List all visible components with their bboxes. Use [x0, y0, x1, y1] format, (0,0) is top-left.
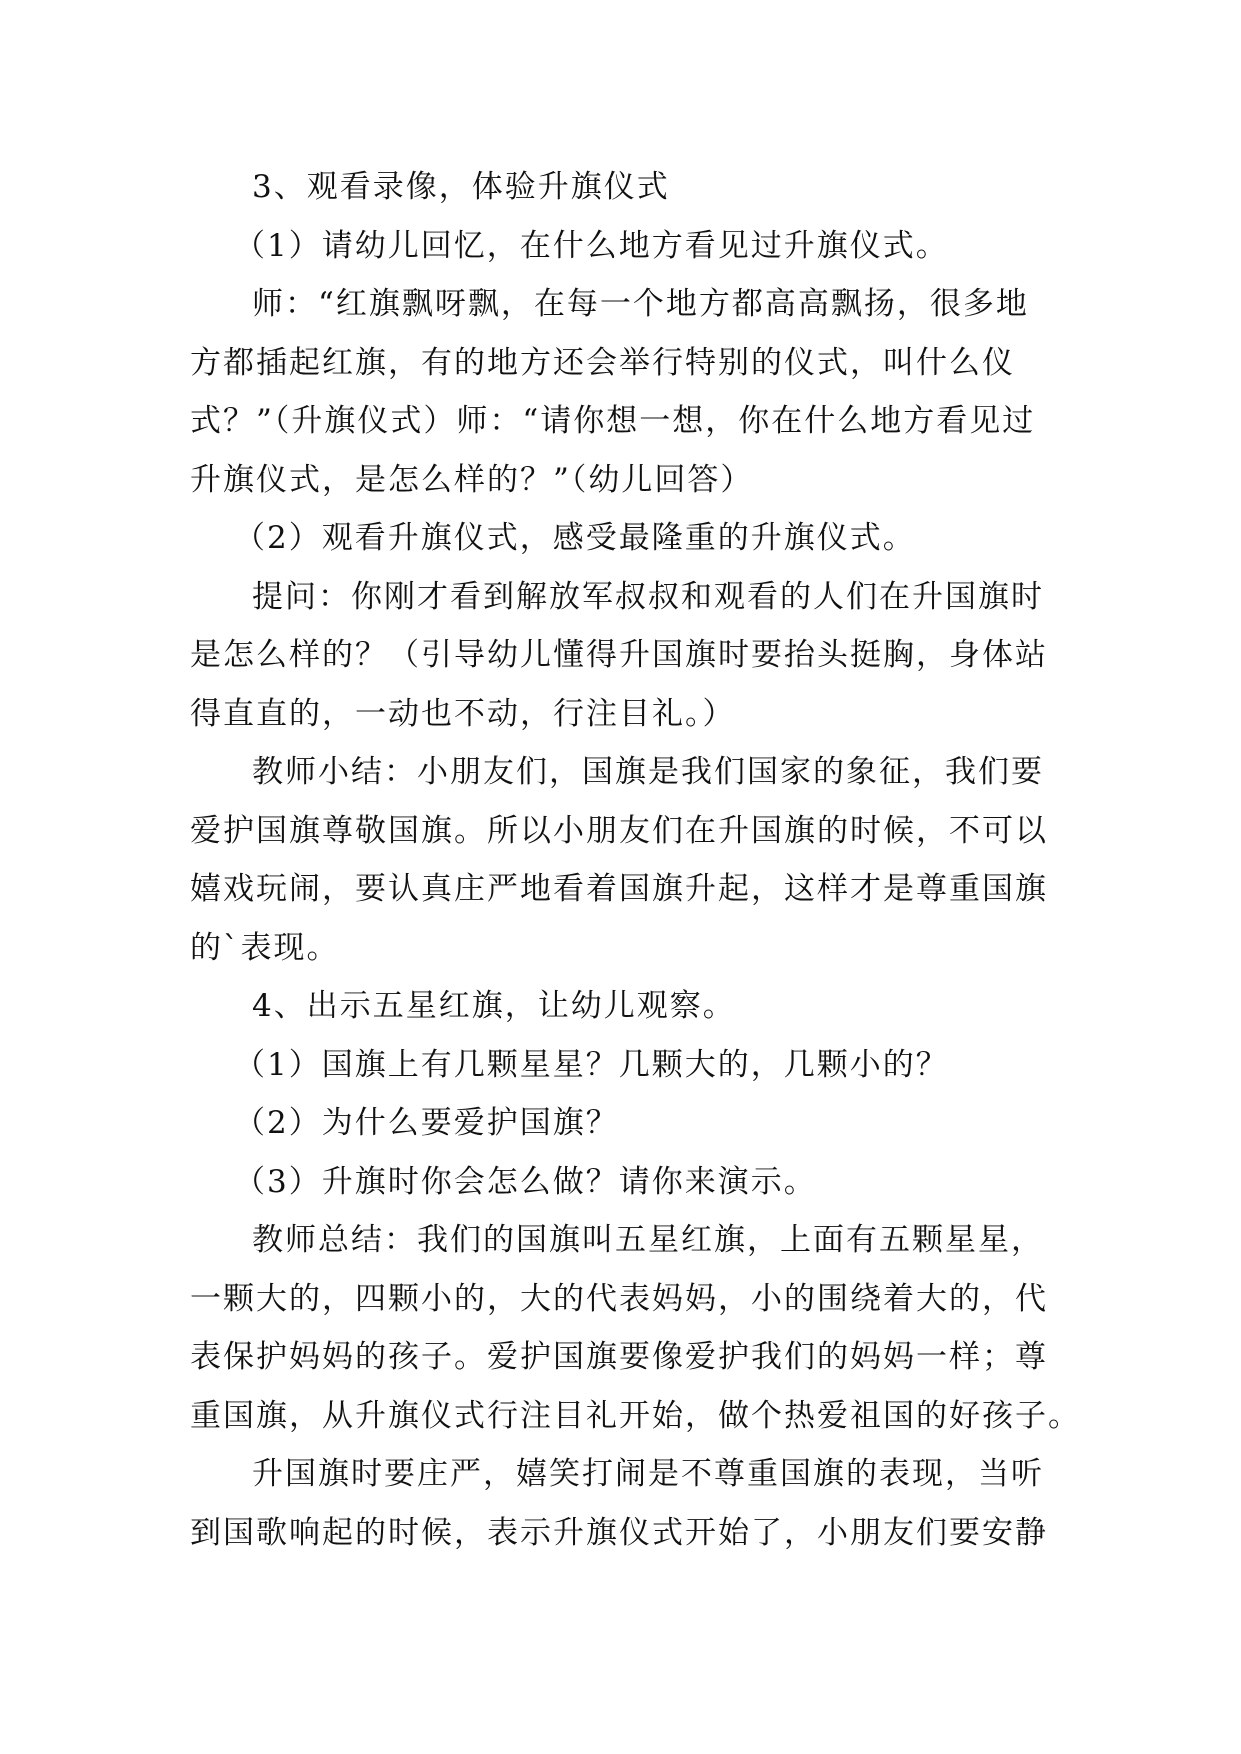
paragraph-line: 教师总结：我们的国旗叫五星红旗，上面有五颗星星，	[252, 1222, 1044, 1258]
section-heading-3: 3、观看录像，体验升旗仪式	[252, 169, 670, 205]
paragraph-line: 式？”（升旗仪式）师：“请你想一想，你在什么地方看见过	[190, 403, 1036, 439]
paragraph-line: 表保护妈妈的孩子。爱护国旗要像爱护我们的妈妈一样；尊	[190, 1339, 1048, 1375]
paragraph-line: 升国旗时要庄严，嬉笑打闹是不尊重国旗的表现，当听	[252, 1456, 1044, 1492]
document-body	[190, 158, 1081, 1562]
paragraph-line: 师：“红旗飘呀飘，在每一个地方都高高飘扬，很多地	[252, 286, 1029, 322]
paragraph-line: 爱护国旗尊敬国旗。所以小朋友们在升国旗的时候，不可以	[190, 812, 1048, 849]
paragraph-line: 教师小结：小朋友们，国旗是我们国家的象征，我们要	[252, 754, 1044, 790]
paragraph-line: 嬉戏玩闹，要认真庄严地看着国旗升起，这样才是尊重国旗	[190, 871, 1048, 907]
paragraph-line: 一颗大的，四颗小的，大的代表妈妈，小的围绕着大的，代	[190, 1280, 1048, 1317]
section-heading-4: 4、出示五星红旗，让幼儿观察。	[252, 988, 736, 1024]
question-3: （3）升旗时你会怎么做？请你来演示。	[234, 1163, 817, 1200]
question-1: （1）国旗上有几颗星星？几颗大的，几颗小的？	[234, 1046, 949, 1083]
question-2: （2）观看升旗仪式，感受最隆重的升旗仪式。	[234, 520, 916, 556]
paragraph-line: 升旗仪式，是怎么样的？”（幼儿回答）	[190, 461, 754, 498]
paragraph-line: 到国歌响起的时候，表示升旗仪式开始了，小朋友们要安静	[190, 1514, 1048, 1551]
paragraph-line: 重国旗，从升旗仪式行注目礼开始，做个热爱祖国的好孩子。	[190, 1397, 1081, 1434]
paragraph-line: 的`表现。	[190, 929, 340, 966]
question-1: （1）请幼儿回忆，在什么地方看见过升旗仪式。	[234, 227, 949, 264]
paragraph-line: 提问：你刚才看到解放军叔叔和观看的人们在升国旗时	[252, 578, 1044, 615]
paragraph-line: 方都插起红旗，有的地方还会举行特别的仪式，叫什么仪	[190, 344, 1015, 381]
question-2: （2）为什么要爱护国旗？	[234, 1105, 619, 1141]
paragraph-line: 得直直的，一动也不动，行注目礼。）	[190, 695, 736, 732]
paragraph-line: 是怎么样的？（引导幼儿懂得升国旗时要抬头挺胸，身体站	[190, 637, 1048, 673]
